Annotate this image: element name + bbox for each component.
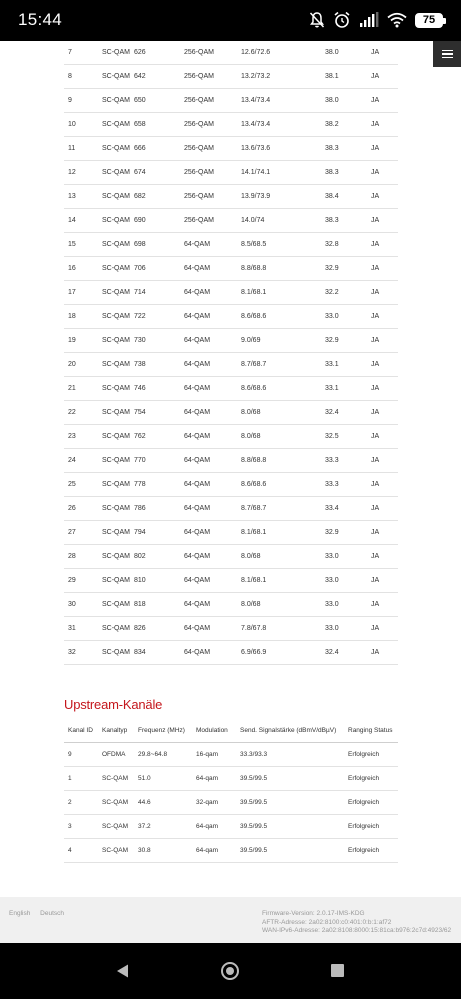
cell-power: 33.3/93.3	[240, 743, 348, 767]
cell-locked: JA	[371, 593, 398, 617]
status-time: 15:44	[18, 10, 63, 29]
downstream-row	[64, 281, 398, 305]
cell-power: 8.7/68.7	[241, 353, 325, 377]
cell-locked: JA	[371, 521, 398, 545]
cell-channel-id: 18	[64, 305, 102, 329]
cell-modulation: 64-QAM	[184, 257, 241, 281]
cell-frequency: 722	[134, 305, 184, 329]
cell-channel-id: 3	[64, 815, 102, 839]
cell-modulation: 64-QAM	[184, 521, 241, 545]
cell-power: 14.0/74	[241, 209, 325, 233]
cell-snr: 38.4	[325, 185, 371, 209]
cell-channel-type: SC-QAM	[102, 497, 134, 521]
cell-snr: 33.0	[325, 593, 371, 617]
cell-channel-id: 17	[64, 281, 102, 305]
cell-frequency: 714	[134, 281, 184, 305]
cell-channel-id: 22	[64, 401, 102, 425]
cell-channel-type: SC-QAM	[102, 401, 134, 425]
cell-snr: 33.1	[325, 377, 371, 401]
cell-power: 8.6/68.6	[241, 377, 325, 401]
downstream-row	[64, 617, 398, 641]
cell-channel-id: 16	[64, 257, 102, 281]
downstream-row	[64, 41, 398, 65]
cell-channel-type: SC-QAM	[102, 449, 134, 473]
menu-line	[442, 53, 453, 55]
cell-snr: 38.3	[325, 161, 371, 185]
cell-power: 39.5/99.5	[240, 767, 348, 791]
cell-frequency: 770	[134, 449, 184, 473]
cell-snr: 32.5	[325, 425, 371, 449]
cell-channel-type: SC-QAM	[102, 137, 134, 161]
cell-frequency: 51.0	[138, 767, 196, 791]
back-triangle-icon[interactable]	[116, 964, 129, 978]
cell-power: 8.7/68.7	[241, 497, 325, 521]
cell-power: 7.8/67.8	[241, 617, 325, 641]
cell-modulation: 256-QAM	[184, 185, 241, 209]
cell-snr: 32.9	[325, 521, 371, 545]
cell-power: 13.6/73.6	[241, 137, 325, 161]
cell-frequency: 738	[134, 353, 184, 377]
cell-channel-id: 11	[64, 137, 102, 161]
cell-power: 6.9/66.9	[241, 641, 325, 665]
cell-frequency: 642	[134, 65, 184, 89]
cell-modulation: 64-QAM	[184, 281, 241, 305]
cell-locked: JA	[371, 401, 398, 425]
upstream-row	[64, 767, 398, 791]
cell-channel-id: 19	[64, 329, 102, 353]
cell-channel-type: SC-QAM	[102, 767, 138, 791]
downstream-row	[64, 329, 398, 353]
cell-locked: JA	[371, 425, 398, 449]
cell-channel-type: OFDMA	[102, 743, 138, 767]
cell-locked: JA	[371, 449, 398, 473]
cell-modulation: 64-qam	[196, 767, 240, 791]
cell-ranging-status: Erfolgreich	[348, 791, 398, 815]
cell-channel-type: SC-QAM	[102, 113, 134, 137]
downstream-row	[64, 521, 398, 545]
downstream-row	[64, 449, 398, 473]
cell-channel-id: 26	[64, 497, 102, 521]
cell-frequency: 834	[134, 641, 184, 665]
cell-frequency: 30.8	[138, 839, 196, 863]
cell-channel-id: 31	[64, 617, 102, 641]
cell-frequency: 682	[134, 185, 184, 209]
cell-modulation: 64-qam	[196, 839, 240, 863]
downstream-section	[64, 41, 398, 665]
cell-power: 8.8/68.8	[241, 449, 325, 473]
cell-channel-id: 25	[64, 473, 102, 497]
cell-locked: JA	[371, 377, 398, 401]
cell-locked: JA	[371, 497, 398, 521]
cell-power: 8.1/68.1	[241, 521, 325, 545]
downstream-row	[64, 641, 398, 665]
cell-modulation: 64-QAM	[184, 569, 241, 593]
cell-frequency: 818	[134, 593, 184, 617]
cell-power: 8.6/68.6	[241, 473, 325, 497]
cell-locked: JA	[371, 233, 398, 257]
cell-power: 8.0/68	[241, 425, 325, 449]
cell-frequency: 37.2	[138, 815, 196, 839]
downstream-row	[64, 569, 398, 593]
cell-modulation: 16-qam	[196, 743, 240, 767]
cell-snr: 38.2	[325, 113, 371, 137]
cell-snr: 33.0	[325, 569, 371, 593]
wan-ipv6-address: WAN-IPv6-Adresse: 2a02:8108:8000:15:81ca:b976:2c7d:4923/62	[262, 927, 452, 934]
device-info	[262, 910, 451, 936]
cell-modulation: 256-QAM	[184, 161, 241, 185]
cell-channel-type: SC-QAM	[102, 185, 134, 209]
cell-locked: JA	[371, 305, 398, 329]
cell-channel-type: SC-QAM	[102, 41, 134, 65]
cell-channel-id: 7	[64, 41, 102, 65]
language-switcher	[9, 910, 72, 917]
cell-channel-id: 9	[64, 743, 102, 767]
cell-power: 14.1/74.1	[241, 161, 325, 185]
cell-channel-type: SC-QAM	[102, 815, 138, 839]
cell-channel-id: 10	[64, 113, 102, 137]
cell-modulation: 256-QAM	[184, 113, 241, 137]
downstream-row	[64, 89, 398, 113]
cell-channel-id: 29	[64, 569, 102, 593]
cell-modulation: 256-QAM	[184, 209, 241, 233]
cell-channel-type: SC-QAM	[102, 209, 134, 233]
menu-line	[442, 57, 453, 59]
cell-snr: 33.0	[325, 305, 371, 329]
cell-channel-id: 30	[64, 593, 102, 617]
cell-snr: 33.3	[325, 473, 371, 497]
cell-channel-id: 8	[64, 65, 102, 89]
cell-channel-id: 12	[64, 161, 102, 185]
cell-locked: JA	[371, 185, 398, 209]
cell-modulation: 64-QAM	[184, 329, 241, 353]
cell-modulation: 64-QAM	[184, 497, 241, 521]
cell-snr: 32.8	[325, 233, 371, 257]
cell-snr: 38.1	[325, 65, 371, 89]
cell-modulation: 256-QAM	[184, 137, 241, 161]
status-bar	[0, 0, 461, 41]
col-header-signalstaerke: Send. Signalstärke (dBmV/dBµV)	[240, 719, 348, 743]
cell-modulation: 64-QAM	[184, 425, 241, 449]
cell-snr: 32.9	[325, 257, 371, 281]
cell-channel-type: SC-QAM	[102, 281, 134, 305]
cell-channel-type: SC-QAM	[102, 257, 134, 281]
cell-modulation: 64-QAM	[184, 377, 241, 401]
cell-locked: JA	[371, 137, 398, 161]
cell-modulation: 64-QAM	[184, 353, 241, 377]
downstream-row	[64, 473, 398, 497]
cell-channel-type: SC-QAM	[102, 569, 134, 593]
cell-modulation: 256-QAM	[184, 41, 241, 65]
cell-channel-id: 24	[64, 449, 102, 473]
cell-locked: JA	[371, 545, 398, 569]
cell-snr: 32.4	[325, 641, 371, 665]
cell-power: 13.2/73.2	[241, 65, 325, 89]
cell-modulation: 64-QAM	[184, 401, 241, 425]
cell-power: 13.4/73.4	[241, 113, 325, 137]
hamburger-menu-icon[interactable]	[433, 41, 461, 67]
downstream-row	[64, 113, 398, 137]
cell-channel-id: 21	[64, 377, 102, 401]
home-circle-icon[interactable]	[221, 962, 239, 980]
cell-snr: 33.3	[325, 449, 371, 473]
mute-bell-icon	[309, 11, 325, 29]
cell-channel-type: SC-QAM	[102, 161, 134, 185]
cell-snr: 33.0	[325, 545, 371, 569]
downstream-row	[64, 65, 398, 89]
cell-locked: JA	[371, 113, 398, 137]
status-icons	[309, 9, 443, 31]
cell-channel-id: 27	[64, 521, 102, 545]
cell-channel-id: 20	[64, 353, 102, 377]
upstream-row	[64, 791, 398, 815]
firmware-version: Firmware-Version: 2.0.17-IMS-KDG	[262, 910, 365, 917]
cell-frequency: 754	[134, 401, 184, 425]
col-header-kanaltyp: Kanaltyp	[102, 719, 138, 743]
cell-ranging-status: Erfolgreich	[348, 815, 398, 839]
cell-modulation: 64-QAM	[184, 449, 241, 473]
cell-snr: 33.1	[325, 353, 371, 377]
cell-snr: 38.3	[325, 209, 371, 233]
col-header-ranging-status: Ranging Status	[348, 719, 398, 743]
cell-power: 12.6/72.6	[241, 41, 325, 65]
cell-channel-type: SC-QAM	[102, 329, 134, 353]
cell-power: 13.9/73.9	[241, 185, 325, 209]
cell-frequency: 826	[134, 617, 184, 641]
cell-snr: 33.0	[325, 617, 371, 641]
cell-channel-type: SC-QAM	[102, 791, 138, 815]
cell-modulation: 64-QAM	[184, 233, 241, 257]
cell-channel-id: 2	[64, 791, 102, 815]
cell-power: 39.5/99.5	[240, 791, 348, 815]
cell-modulation: 256-QAM	[184, 89, 241, 113]
cell-channel-type: SC-QAM	[102, 353, 134, 377]
cell-ranging-status: Erfolgreich	[348, 743, 398, 767]
cell-locked: JA	[371, 41, 398, 65]
language-link-deutsch[interactable]: Deutsch	[40, 910, 64, 917]
cell-frequency: 698	[134, 233, 184, 257]
cell-snr: 32.9	[325, 329, 371, 353]
cell-channel-type: SC-QAM	[102, 545, 134, 569]
downstream-row	[64, 425, 398, 449]
cell-snr: 38.0	[325, 41, 371, 65]
cell-channel-id: 23	[64, 425, 102, 449]
cell-modulation: 64-QAM	[184, 641, 241, 665]
cell-frequency: 810	[134, 569, 184, 593]
downstream-row	[64, 353, 398, 377]
upstream-header-row	[64, 719, 398, 743]
downstream-row	[64, 545, 398, 569]
cell-channel-type: SC-QAM	[102, 473, 134, 497]
cell-frequency: 746	[134, 377, 184, 401]
cell-channel-type: SC-QAM	[102, 641, 134, 665]
cell-frequency: 29.8~64.8	[138, 743, 196, 767]
cell-power: 8.0/68	[241, 401, 325, 425]
cell-frequency: 658	[134, 113, 184, 137]
cell-power: 8.6/68.6	[241, 305, 325, 329]
cell-locked: JA	[371, 617, 398, 641]
cell-snr: 38.0	[325, 89, 371, 113]
battery-icon: 75	[415, 13, 443, 28]
cell-channel-id: 1	[64, 767, 102, 791]
cell-channel-type: SC-QAM	[102, 839, 138, 863]
cell-modulation: 64-qam	[196, 815, 240, 839]
cell-power: 13.4/73.4	[241, 89, 325, 113]
cell-snr: 38.3	[325, 137, 371, 161]
downstream-row	[64, 593, 398, 617]
cell-snr: 32.2	[325, 281, 371, 305]
recent-apps-square-icon[interactable]	[331, 964, 344, 977]
cell-locked: JA	[371, 473, 398, 497]
downstream-row	[64, 209, 398, 233]
cell-ranging-status: Erfolgreich	[348, 839, 398, 863]
col-header-frequenz: Frequenz (MHz)	[138, 719, 196, 743]
cell-frequency: 762	[134, 425, 184, 449]
cell-modulation: 64-QAM	[184, 545, 241, 569]
language-link-english[interactable]: English	[9, 910, 31, 917]
cell-frequency: 44.6	[138, 791, 196, 815]
cell-ranging-status: Erfolgreich	[348, 767, 398, 791]
cell-power: 8.0/68	[241, 593, 325, 617]
cell-power: 8.1/68.1	[241, 281, 325, 305]
cell-channel-type: SC-QAM	[102, 617, 134, 641]
cell-frequency: 802	[134, 545, 184, 569]
cell-locked: JA	[371, 257, 398, 281]
downstream-row	[64, 257, 398, 281]
cell-modulation: 256-QAM	[184, 65, 241, 89]
cell-power: 8.5/68.5	[241, 233, 325, 257]
cell-frequency: 690	[134, 209, 184, 233]
cell-channel-id: 32	[64, 641, 102, 665]
cell-power: 8.1/68.1	[241, 569, 325, 593]
cell-power: 9.0/69	[241, 329, 325, 353]
cell-frequency: 674	[134, 161, 184, 185]
cell-locked: JA	[371, 161, 398, 185]
cell-channel-type: SC-QAM	[102, 305, 134, 329]
col-header-modulation: Modulation	[196, 719, 240, 743]
page-footer	[0, 897, 461, 943]
downstream-table	[64, 41, 398, 665]
cell-channel-id: 13	[64, 185, 102, 209]
cell-frequency: 666	[134, 137, 184, 161]
cell-frequency: 794	[134, 521, 184, 545]
cell-power: 39.5/99.5	[240, 839, 348, 863]
cell-snr: 32.4	[325, 401, 371, 425]
col-header-kanal-id: Kanal ID	[64, 719, 102, 743]
cell-modulation: 64-QAM	[184, 473, 241, 497]
cell-modulation: 64-QAM	[184, 593, 241, 617]
cell-signal-icon	[359, 12, 379, 28]
cell-frequency: 786	[134, 497, 184, 521]
cell-channel-type: SC-QAM	[102, 89, 134, 113]
alarm-clock-icon	[333, 11, 351, 29]
cell-channel-type: SC-QAM	[102, 65, 134, 89]
aftr-address: AFTR-Adresse: 2a02:8100:c0:401:0:b:1:af72	[262, 918, 392, 926]
cell-channel-type: SC-QAM	[102, 233, 134, 257]
downstream-row	[64, 161, 398, 185]
cell-power: 8.0/68	[241, 545, 325, 569]
cell-channel-type: SC-QAM	[102, 377, 134, 401]
cell-channel-id: 14	[64, 209, 102, 233]
upstream-row	[64, 743, 398, 767]
cell-snr: 33.4	[325, 497, 371, 521]
cell-locked: JA	[371, 329, 398, 353]
cell-channel-id: 4	[64, 839, 102, 863]
downstream-row	[64, 185, 398, 209]
cell-power: 8.8/68.8	[241, 257, 325, 281]
cell-power: 39.5/99.5	[240, 815, 348, 839]
downstream-row	[64, 233, 398, 257]
downstream-row	[64, 305, 398, 329]
cell-channel-id: 28	[64, 545, 102, 569]
cell-locked: JA	[371, 89, 398, 113]
wifi-icon	[387, 12, 407, 28]
upstream-row	[64, 839, 398, 863]
cell-locked: JA	[371, 281, 398, 305]
cell-frequency: 778	[134, 473, 184, 497]
cell-modulation: 64-QAM	[184, 305, 241, 329]
cell-locked: JA	[371, 353, 398, 377]
cell-locked: JA	[371, 209, 398, 233]
cell-modulation: 32-qam	[196, 791, 240, 815]
cell-channel-id: 9	[64, 89, 102, 113]
cell-locked: JA	[371, 641, 398, 665]
cell-locked: JA	[371, 65, 398, 89]
upstream-table	[64, 719, 398, 863]
menu-line	[442, 50, 453, 52]
downstream-row	[64, 137, 398, 161]
cell-channel-type: SC-QAM	[102, 425, 134, 449]
cell-frequency: 706	[134, 257, 184, 281]
cell-frequency: 650	[134, 89, 184, 113]
cell-locked: JA	[371, 569, 398, 593]
downstream-row	[64, 401, 398, 425]
cell-modulation: 64-QAM	[184, 617, 241, 641]
cell-channel-type: SC-QAM	[102, 593, 134, 617]
cell-frequency: 730	[134, 329, 184, 353]
cell-channel-id: 15	[64, 233, 102, 257]
downstream-row	[64, 377, 398, 401]
upstream-row	[64, 815, 398, 839]
upstream-title: Upstream-Kanäle	[64, 697, 163, 712]
cell-frequency: 626	[134, 41, 184, 65]
downstream-row	[64, 497, 398, 521]
cell-channel-type: SC-QAM	[102, 521, 134, 545]
